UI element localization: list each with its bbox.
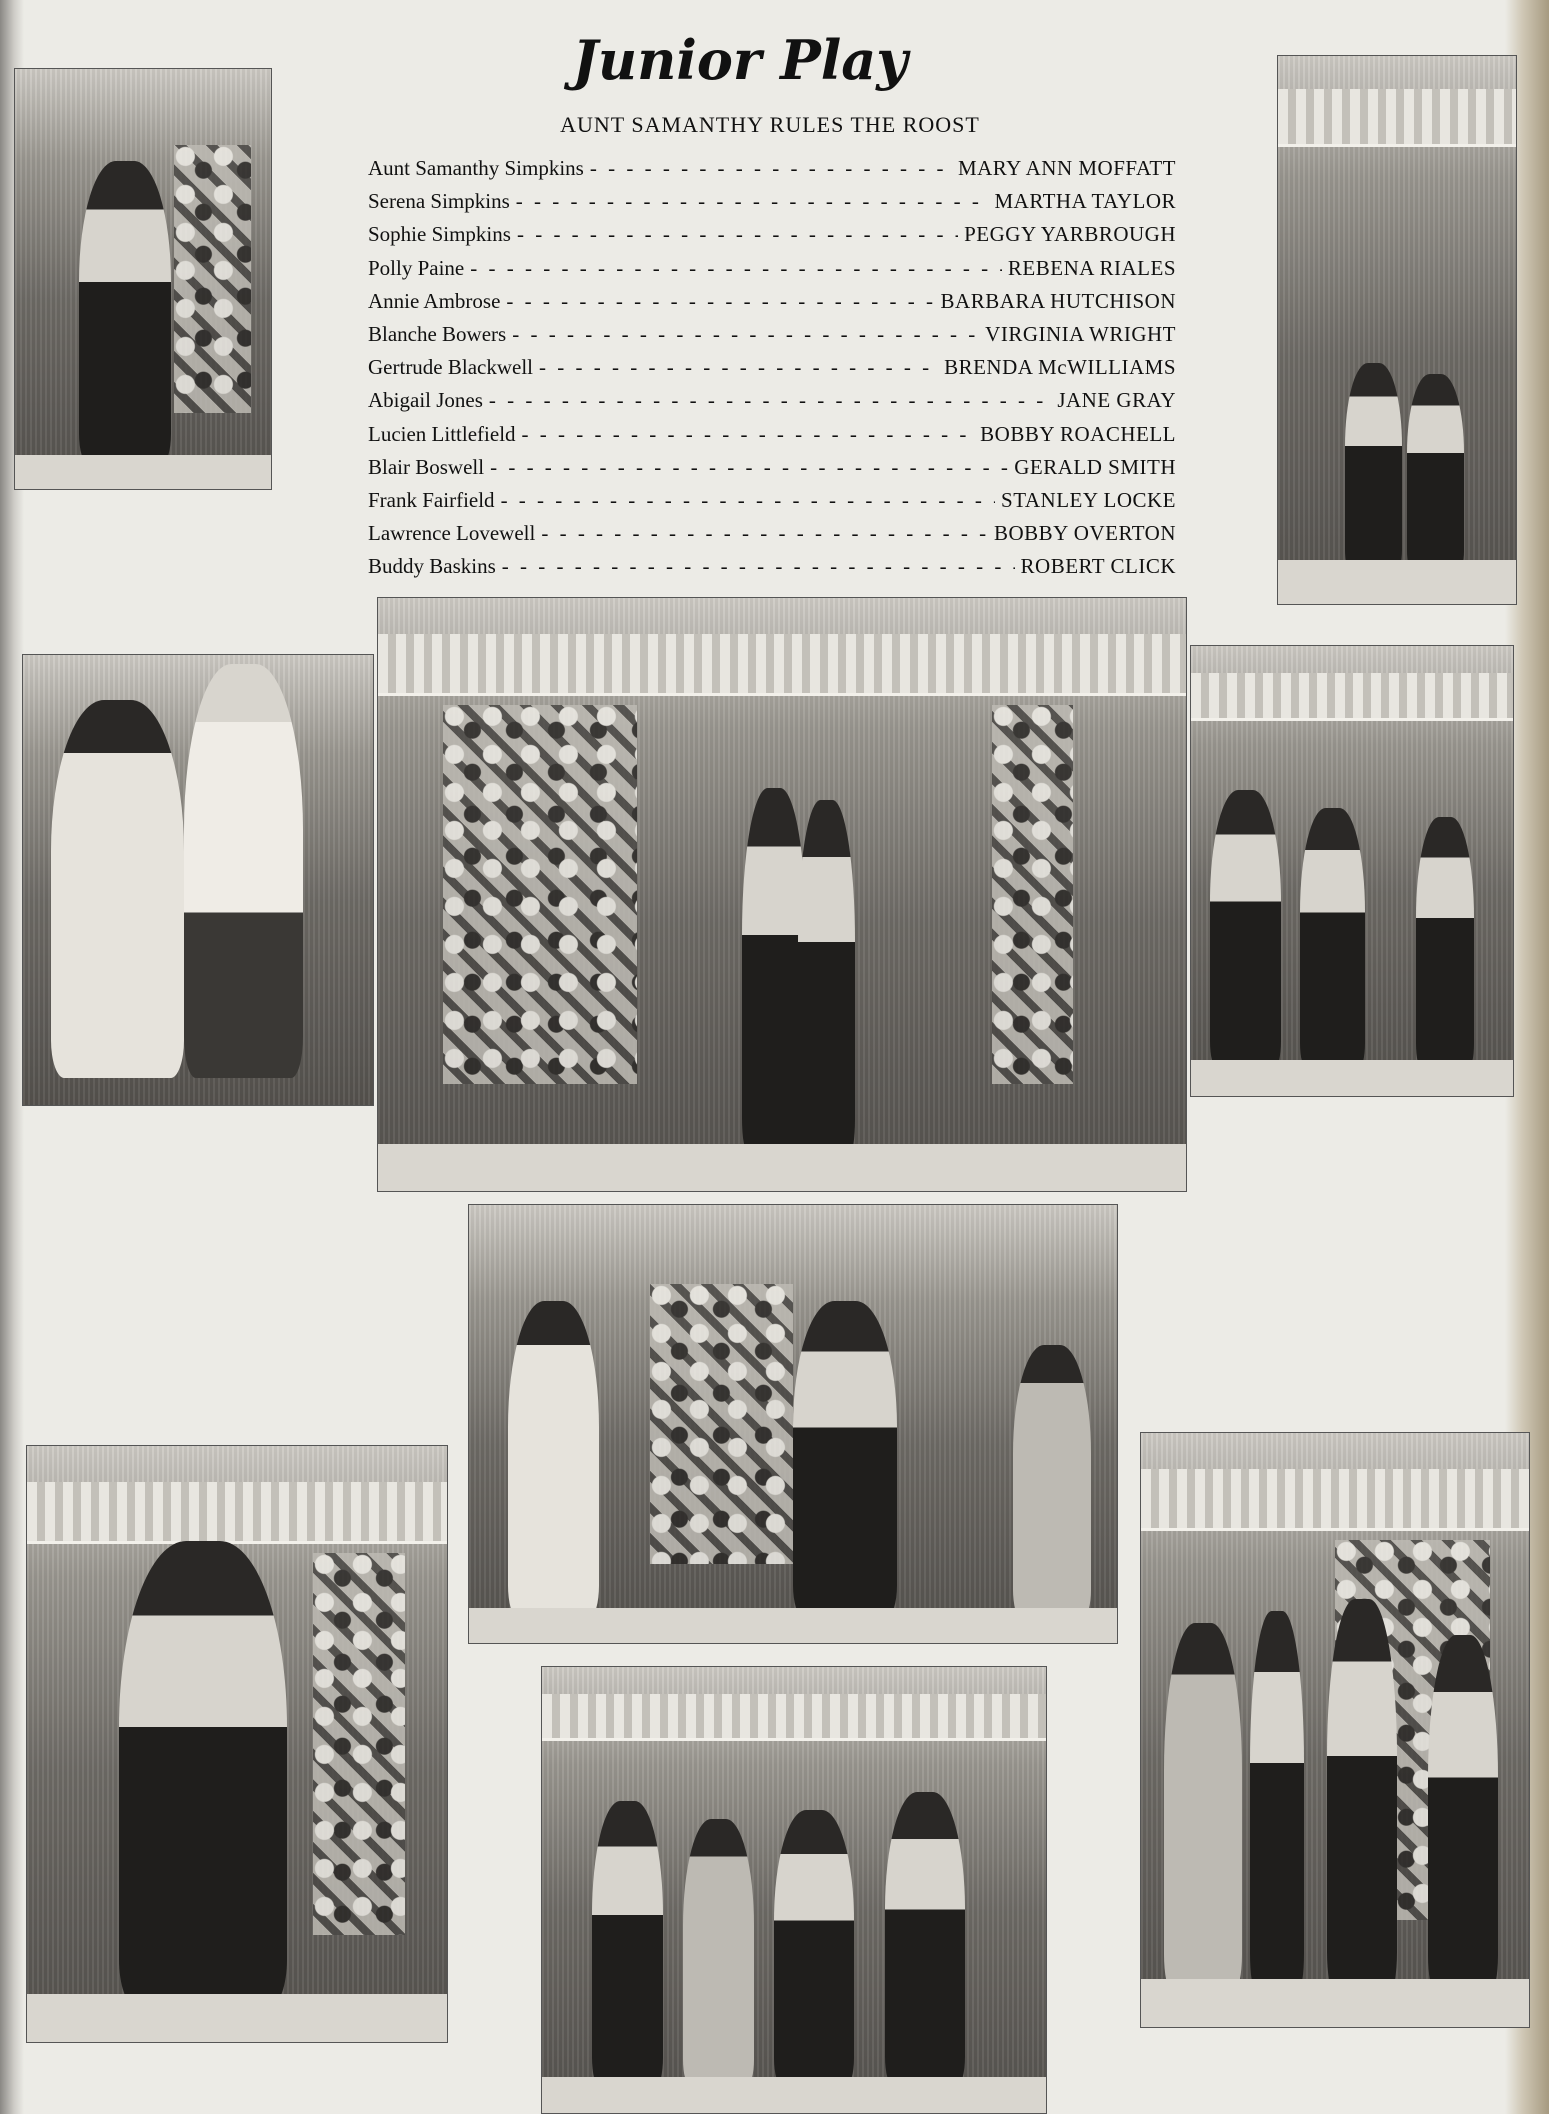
cast-role: Polly Paine [368,255,465,280]
leader-dashes [541,521,988,546]
cast-role: Aunt Samanthy Simpkins [368,156,584,180]
cast-role: Blair Boswell [368,454,485,479]
cast-actor: BOBBY OVERTON [993,521,1176,546]
cast-row [368,222,1176,255]
leader-dashes [501,488,995,513]
leader-dashes [470,256,1002,281]
photo-bottom-right [1140,1432,1530,2028]
cast-row [368,388,1176,421]
play-title: AUNT SAMANTHY RULES THE ROOST [560,112,980,137]
cast-row [368,156,1176,189]
cast-row [368,322,1176,355]
cast-list [368,156,1176,587]
leader-dashes [512,322,979,347]
cast-row [368,521,1176,554]
leader-dashes [590,156,952,181]
cast-row [368,256,1176,289]
leader-dashes [490,455,1008,480]
cast-role: Abigail Jones [368,388,483,413]
photo-bottom-left [26,1445,448,2043]
photo-lower-center [468,1204,1118,1644]
cast-role: Sophie Simpkins [368,222,511,247]
cast-row [368,488,1176,521]
leader-dashes [506,289,934,314]
cast-role: Annie Ambrose [368,288,501,313]
leader-dashes [539,355,938,380]
leader-dashes [522,422,975,447]
page-title: Junior Play [572,28,908,92]
leader-dashes [502,554,1015,579]
photo-top-right [1277,55,1517,605]
cast-role: Serena Simpkins [368,189,510,214]
photo-middle-left [22,654,374,1106]
leader-dashes [516,189,989,214]
cast-role: Frank Fairfield [368,487,495,512]
cast-row [368,355,1176,388]
cast-actor: PEGGY YARBROUGH [964,222,1176,247]
cast-actor: STANLEY LOCKE [1001,487,1176,512]
cast-actor: GERALD SMITH [1014,454,1176,479]
cast-row [368,189,1176,222]
cast-role: Lawrence Lovewell [368,521,536,546]
photo-middle-right [1190,645,1514,1097]
cast-actor: BARBARA HUTCHISON [940,288,1176,313]
photo-center [377,597,1187,1192]
cast-role: Buddy Baskins [368,554,496,579]
cast-actor: BOBBY ROACHELL [980,421,1176,446]
cast-row [368,455,1176,488]
photo-top-left [14,68,272,490]
cast-role: Lucien Littlefield [368,421,516,446]
cast-actor: BRENDA McWILLIAMS [944,355,1176,380]
cast-actor: MARY ANN MOFFATT [957,156,1176,180]
cast-role: Gertrude Blackwell [368,355,534,380]
cast-actor: VIRGINIA WRIGHT [985,321,1176,346]
cast-actor: REBENA RIALES [1007,255,1176,280]
cast-actor: ROBERT CLICK [1020,554,1176,579]
cast-row [368,554,1176,587]
cast-actor: JANE GRAY [1057,388,1176,413]
cast-row [368,289,1176,322]
leader-dashes [517,222,958,247]
photo-bottom-center [541,1666,1047,2114]
cast-role: Blanche Bowers [368,321,507,346]
cast-row [368,422,1176,455]
leader-dashes [489,388,1051,413]
cast-actor: MARTHA TAYLOR [994,189,1176,214]
